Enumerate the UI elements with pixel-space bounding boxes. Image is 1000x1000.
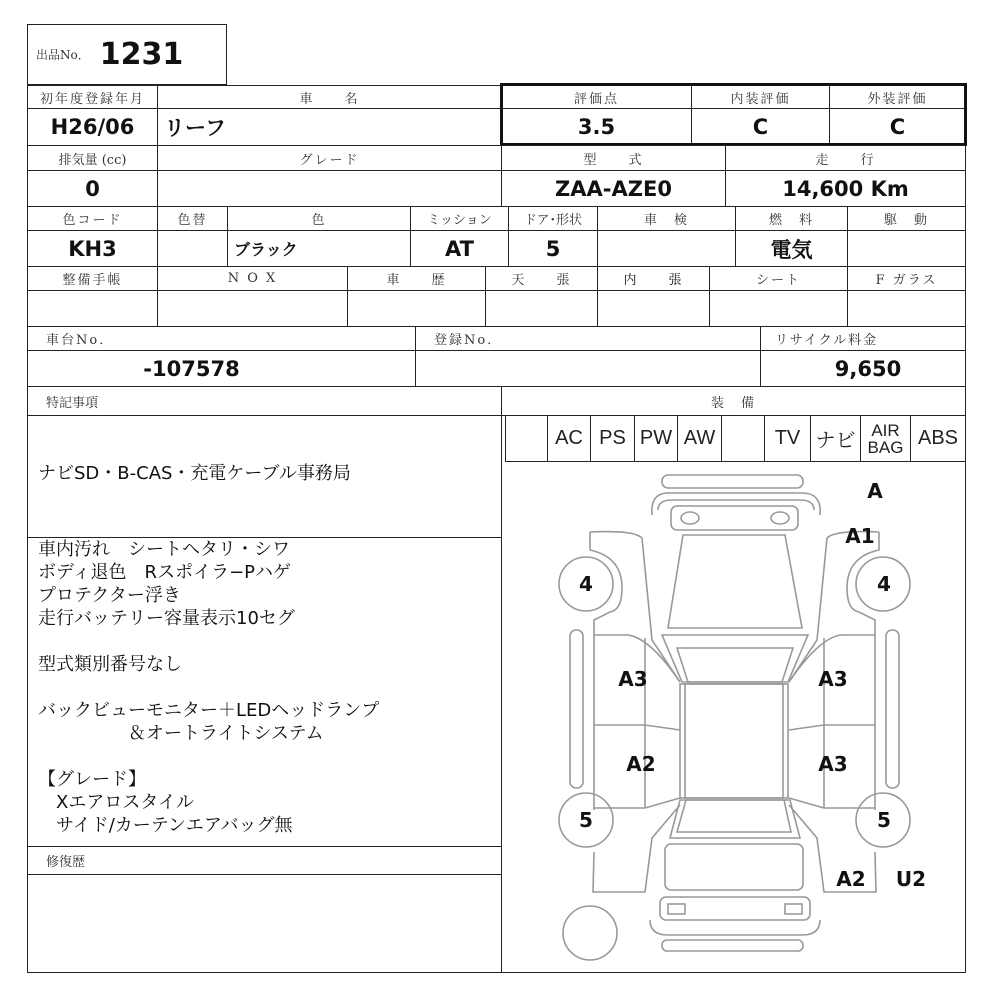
nox-value: [157, 290, 348, 327]
mark-front: A: [867, 479, 883, 503]
history-value: [347, 290, 486, 327]
mark-rear-bumper: U2: [895, 867, 927, 891]
car-damage-diagram: [540, 460, 940, 970]
chassis-value: -107578: [27, 350, 416, 387]
equipment-aw: AW: [677, 415, 722, 462]
mileage-value: 14,600 Km: [725, 170, 966, 207]
equipment-airbag: AIR BAG: [860, 415, 911, 462]
drive-label: 駆 動: [847, 206, 966, 231]
equipment-ps: PS: [590, 415, 635, 462]
car-name-label: 車 名: [157, 85, 502, 109]
repair-history-label: 修復歴: [27, 846, 502, 875]
interior-trim-value: [597, 290, 710, 327]
recycle-label: リサイクル料金: [760, 326, 966, 351]
fuel-label: 燃 料: [735, 206, 848, 231]
lot-number: 1231: [99, 37, 184, 72]
lot-number-box: [27, 24, 227, 85]
grade-label: グレード: [157, 145, 502, 171]
front-glass-value: [847, 290, 966, 327]
first-reg-label: 初年度登録年月: [27, 85, 158, 109]
equipment-tv: TV: [764, 415, 811, 462]
inspection-label: 車 検: [597, 206, 736, 231]
interior-value: C: [691, 108, 830, 146]
roof: [680, 684, 788, 798]
rear-bumper: [650, 897, 820, 951]
chassis-label: 車台No．: [27, 326, 416, 351]
displacement-label: 排気量 (cc): [27, 145, 158, 171]
equipment-label: 装 備: [501, 386, 966, 416]
interior-trim-label: 内 張: [597, 266, 710, 291]
headliner-label: 天 張: [485, 266, 598, 291]
recycle-value: 9,650: [760, 350, 966, 387]
exterior-label: 外装評価: [829, 85, 966, 109]
drive-value: [847, 230, 966, 267]
reg-label: 登録No．: [415, 326, 761, 351]
mark-left-rear-door: A2: [626, 752, 656, 776]
right-side-panels: [789, 532, 910, 892]
headliner-value: [485, 290, 598, 327]
score-label: 評価点: [501, 85, 692, 109]
mark-front-left-wheel: 4: [579, 572, 593, 596]
color-change-value: [157, 230, 228, 267]
mark-rear-right-wheel: 5: [877, 808, 891, 832]
spare-tire: [563, 906, 617, 960]
mission-label: ミッション: [410, 206, 509, 231]
history-label: 車 歴: [347, 266, 486, 291]
color-value: ブラック: [227, 230, 411, 267]
trunk: [665, 844, 803, 890]
mileage-label: 走 行: [725, 145, 966, 171]
windshield: [662, 635, 808, 682]
model-value: ZAA-AZE0: [501, 170, 726, 207]
color-code-label: 色コード: [27, 206, 158, 231]
equipment-blank-1: [505, 415, 548, 462]
displacement-value: 0: [27, 170, 158, 207]
inspection-value: [597, 230, 736, 267]
model-label: 型 式: [501, 145, 726, 171]
equipment-navi: ナビ: [810, 415, 861, 462]
front-bumper: [652, 475, 820, 530]
color-code-value: KH3: [27, 230, 158, 267]
equipment-ac: AC: [547, 415, 591, 462]
color-change-label: 色替: [157, 206, 228, 231]
equipment-blank-2: [721, 415, 765, 462]
repair-history-value: [27, 874, 502, 973]
hood: [668, 535, 802, 628]
notes-body: 車内汚れ シートヘタリ・シワ ボディ退色 Rスポイラ−Pハゲ プロテクター浮き 走行バッテリー容量表示10セグ 型式類別番号なし バックビューモニター＋LEDヘッドランプ ＆オートライトシステム 【グレード】 Xエアロスタイル サイド/カーテンエアバッグ無: [38, 539, 380, 836]
grade-box-frame: [500, 83, 967, 146]
mark-right-rear-door: A3: [818, 752, 848, 776]
lot-label: 出品No．: [36, 48, 90, 62]
notes-label: 特記事項: [27, 386, 502, 416]
mark-front-right-fender: A1: [845, 524, 875, 548]
exterior-value: C: [829, 108, 966, 146]
color-label: 色: [227, 206, 411, 231]
doors-value: 5: [508, 230, 598, 267]
doors-label: ドア･形状: [508, 206, 598, 231]
mission-value: AT: [410, 230, 509, 267]
reg-value: [415, 350, 761, 387]
interior-label: 内装評価: [691, 85, 830, 109]
first-reg-value: H26/06: [27, 108, 158, 146]
equipment-abs: ABS: [910, 415, 966, 462]
mark-right-front-door: A3: [818, 667, 848, 691]
maintenance-book-value: [27, 290, 158, 327]
mark-front-right-wheel: 4: [877, 572, 891, 596]
fuel-value: 電気: [735, 230, 848, 267]
notes-line-1: ナビSD・B-CAS・充電ケーブル事務局: [38, 463, 351, 484]
score-value: 3.5: [501, 108, 692, 146]
equipment-pw: PW: [634, 415, 678, 462]
grade-value: [157, 170, 502, 207]
left-side-panels: [559, 532, 680, 892]
seat-value: [709, 290, 848, 327]
front-glass-label: F ガラス: [847, 266, 966, 291]
car-name-value: リーフ: [157, 108, 502, 146]
mark-rear-left-wheel: 5: [579, 808, 593, 832]
mark-rear-right-quarter: A2: [836, 867, 866, 891]
nox-label: N O X: [157, 266, 348, 291]
maintenance-book-label: 整備手帳: [27, 266, 158, 291]
mark-left-front-door: A3: [618, 667, 648, 691]
seat-label: シート: [709, 266, 848, 291]
